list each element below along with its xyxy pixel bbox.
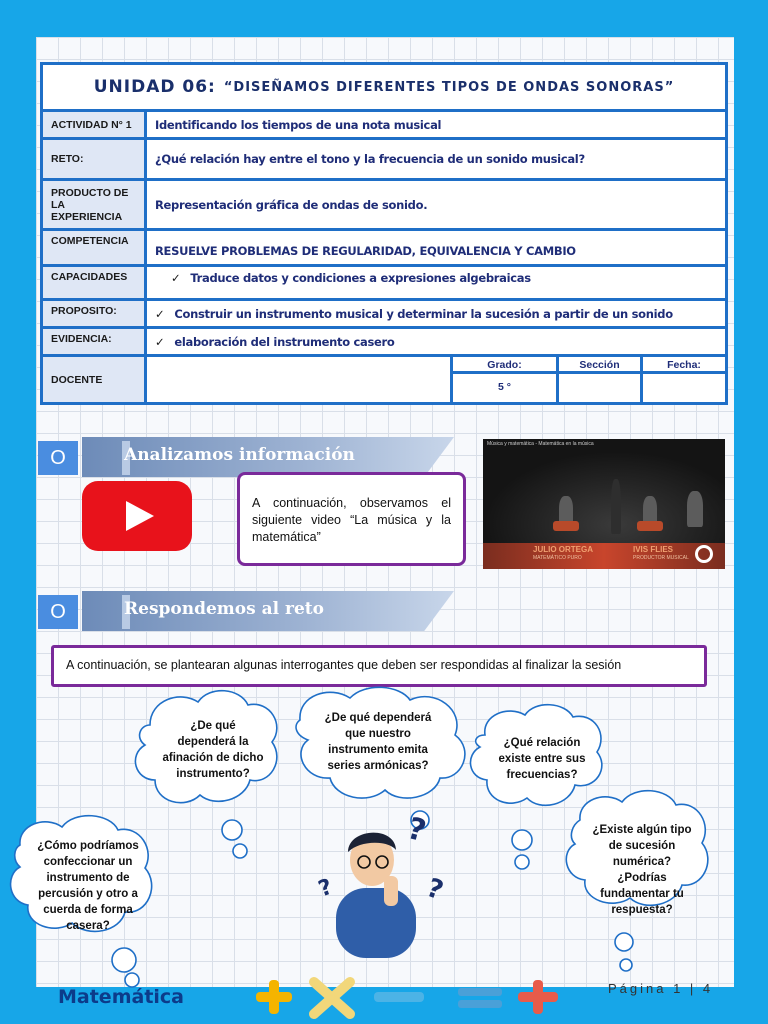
activity-info-table — [40, 62, 728, 405]
row-value: Construir un instrumento musical y determinar la sucesión a partir de un sonido — [174, 306, 673, 321]
guest-name-2: IVIS FLIES — [633, 545, 674, 554]
docente-value — [147, 357, 453, 402]
row-value: Traduce datos y condiciones a expresiones algebraicas — [190, 271, 531, 285]
check-icon: ✓ — [155, 334, 165, 349]
row-label: COMPETENCIA — [43, 231, 147, 264]
table-row — [43, 137, 725, 178]
video-instruction-callout — [237, 472, 466, 566]
footer-subject: Matemática — [58, 986, 184, 1008]
section-banner-respondemos — [36, 591, 436, 631]
docente-row — [43, 354, 725, 402]
minus-icon — [374, 992, 424, 1002]
seccion-label: Sección — [559, 357, 640, 374]
table-row — [43, 178, 725, 228]
grado-value: 5 ° — [498, 381, 511, 393]
math-operators-icons — [250, 974, 570, 1020]
times-icon — [314, 982, 350, 1014]
table-row — [43, 264, 725, 298]
guest-name-1: JULIO ORTEGA — [533, 545, 594, 554]
video-header: Música y matemática - Matemática en la música — [487, 441, 594, 447]
row-label: PRODUCTO DE LA EXPERIENCIA — [43, 181, 147, 228]
plus-icon — [256, 980, 292, 1014]
docente-label: DOCENTE — [43, 357, 147, 402]
svg-text:?: ? — [422, 873, 448, 907]
question-bubble-afinacion: ¿De qué dependerá la afinación de dicho instrumento? — [162, 720, 264, 780]
unit-title — [43, 65, 725, 109]
row-value: Identificando los tiempos de una nota musical — [155, 117, 442, 132]
plus-red-icon — [518, 980, 558, 1014]
check-icon: ✓ — [155, 306, 165, 321]
video-thumbnail[interactable] — [483, 439, 725, 569]
thinking-boy-icon — [336, 833, 416, 958]
question-bubble-sucesion: ¿Existe algún tipo de sucesión numérica? ¿Podrías fundamentar tu respuesta? — [592, 824, 692, 916]
table-row — [43, 109, 725, 137]
fecha-label: Fecha: — [643, 357, 725, 374]
row-value: RESUELVE PROBLEMAS DE REGULARIDAD, EQUIVALENCIA Y CAMBIO — [155, 244, 576, 258]
check-icon: ✓ — [171, 271, 181, 285]
svg-text:?: ? — [315, 874, 336, 903]
section-title: Respondemos al reto — [124, 599, 324, 619]
row-value: ¿Qué relación hay entre el tono y la frecuencia de un sonido musical? — [155, 152, 585, 166]
equals-icon — [458, 988, 502, 1008]
question-bubble-frecuencias: ¿Qué relación existe entre sus frecuencias? — [498, 737, 586, 781]
seccion-value — [559, 374, 640, 402]
row-label: RETO: — [43, 140, 147, 178]
unit-number: UNIDAD 06: — [93, 77, 216, 97]
row-value: elaboración del instrumento casero — [174, 334, 395, 349]
row-label: ACTIVIDAD N° 1 — [43, 112, 147, 137]
unit-name: “DISEÑAMOS DIFERENTES TIPOS DE ONDAS SONORAS” — [223, 79, 675, 95]
guest-role-2: PRODUCTOR MUSICAL — [633, 555, 689, 561]
guest-role-1: MATEMÁTICO PURO — [533, 555, 582, 561]
row-label: EVIDENCIA: — [43, 329, 147, 354]
svg-text:?: ? — [403, 810, 430, 850]
question-bubble-instrumento: ¿Cómo podríamos confeccionar un instrumento de percusión y otro a cuerda de forma casera? — [37, 840, 139, 932]
fecha-value — [643, 374, 725, 402]
section-marker: O — [38, 595, 78, 629]
video-stage — [483, 451, 725, 543]
channel-logo-icon — [695, 545, 713, 563]
question-bubble-armonicas: ¿De qué dependerá que nuestro instrumento emita series armónicas? — [324, 712, 432, 772]
table-row — [43, 326, 725, 354]
row-value: Representación gráfica de ondas de sonido. — [155, 197, 428, 212]
table-row — [43, 298, 725, 326]
section-title: Analizamos información — [124, 445, 355, 465]
row-label: PROPOSITO: — [43, 301, 147, 326]
intro-text: A continuación, se plantearan algunas interrogantes que deben ser respondidas al finalizar la sesión — [66, 658, 622, 672]
callout-text: A continuación, observamos el siguiente video “La música y la matemática” — [252, 496, 451, 544]
page-number: Página 1 | 4 — [608, 981, 714, 996]
section-banner-analizamos — [36, 437, 436, 477]
table-row — [43, 228, 725, 264]
youtube-play-icon[interactable] — [82, 481, 192, 551]
row-label: CAPACIDADES — [43, 267, 147, 298]
section-marker: O — [38, 441, 78, 475]
grado-label: Grado: — [453, 357, 556, 374]
